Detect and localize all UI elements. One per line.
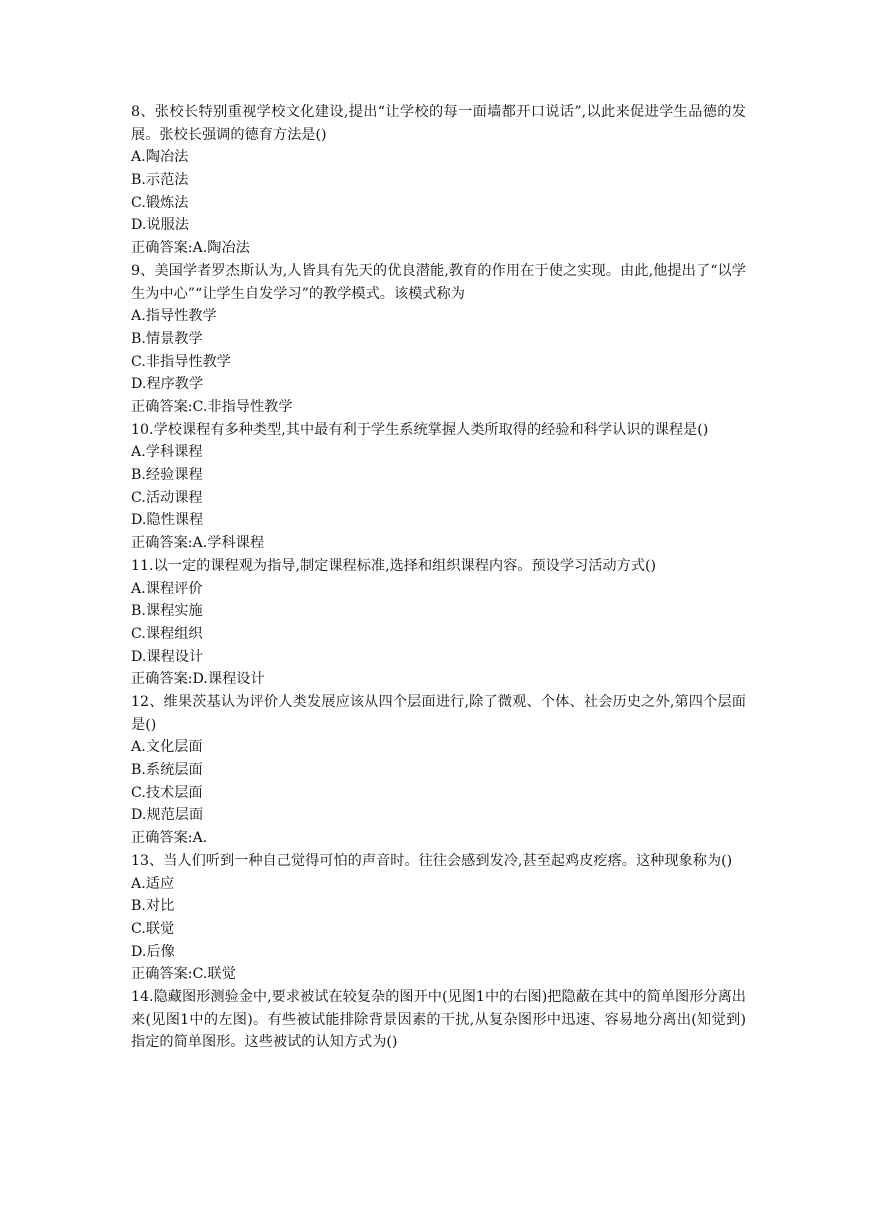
question-stem: 12、维果茨基认为评价人类发展应该从四个层面进行,除了微观、个体、社会历史之外,第四个层面是() [131,693,746,733]
question-stem: 8、张校长特别重视学校文化建设,提出“让学校的每一面墙都开口说话”,以此来促进学生品德的发展。张校长强调的德育方法是() [131,104,746,143]
option-d: D.课程设计 [131,648,204,665]
correct-answer: 正确答案:A. [131,830,208,847]
question-stem: 10.学校课程有多种类型,其中最有利于学生系统掌握人类所取得的经验和科学认识的课程是() [131,421,709,438]
option-c: C.课程组织 [131,625,203,642]
question-stem: 11.以一定的课程观为指导,制定课程标准,选择和组织课程内容。预设学习活动方式() [131,557,657,574]
question-stem: 9、美国学者罗杰斯认为,人皆具有先天的优良潜能,教育的作用在于使之实现。由此,他提出了“以学生为中心”“让学生自发学习”的教学模式。该模式称为 [131,262,746,302]
question-12 [131,691,746,850]
question-11 [131,555,746,691]
option-d: D.隐性课程 [131,512,204,529]
option-d: D.说服法 [131,217,189,234]
question-8 [131,101,746,260]
question-stem: 13、当人们听到一种自己觉得可怕的声音时。往往会感到发冷,甚至起鸡皮疙瘩。这种现象称为() [131,852,733,869]
option-a: A.课程评价 [131,580,203,597]
correct-answer: 正确答案:D.课程设计 [131,671,265,688]
question-13 [131,850,746,986]
option-d: D.后像 [131,943,175,960]
option-b: B.课程实施 [131,603,203,620]
document-page [131,101,746,1054]
option-c: C.技术层面 [131,784,203,801]
question-9 [131,260,746,419]
option-b: B.情景教学 [131,330,203,347]
option-c: C.联觉 [131,920,175,937]
option-a: A.陶冶法 [131,149,189,166]
option-a: A.文化层面 [131,739,203,756]
correct-answer: 正确答案:A.学科课程 [131,535,265,552]
option-c: C.活动课程 [131,489,203,506]
option-b: B.系统层面 [131,762,203,779]
option-c: C.锻炼法 [131,194,189,211]
option-a: A.指导性教学 [131,308,217,325]
question-10 [131,419,746,555]
option-b: B.对比 [131,898,175,915]
option-b: B.示范法 [131,172,189,189]
option-c: C.非指导性教学 [131,353,231,370]
option-d: D.规范层面 [131,807,204,824]
option-d: D.程序教学 [131,376,204,393]
option-a: A.适应 [131,875,175,892]
option-b: B.经验课程 [131,467,203,484]
correct-answer: 正确答案:C.联觉 [131,966,236,983]
question-stem: 14.隐藏图形测验金中,要求被试在较复杂的图开中(见图1中的右图)把隐蔽在其中的简单图形分离出来(见图1中的左图)。有些被试能排除背景因素的干扰,从复杂图形中迅速、容易地分离出(知觉到)指定的简单图形。这些被试的认知方式为() [131,988,746,1051]
correct-answer: 正确答案:C.非指导性教学 [131,399,293,415]
correct-answer: 正确答案:A.陶冶法 [131,240,250,257]
question-14 [131,986,746,1054]
option-a: A.学科课程 [131,444,203,461]
